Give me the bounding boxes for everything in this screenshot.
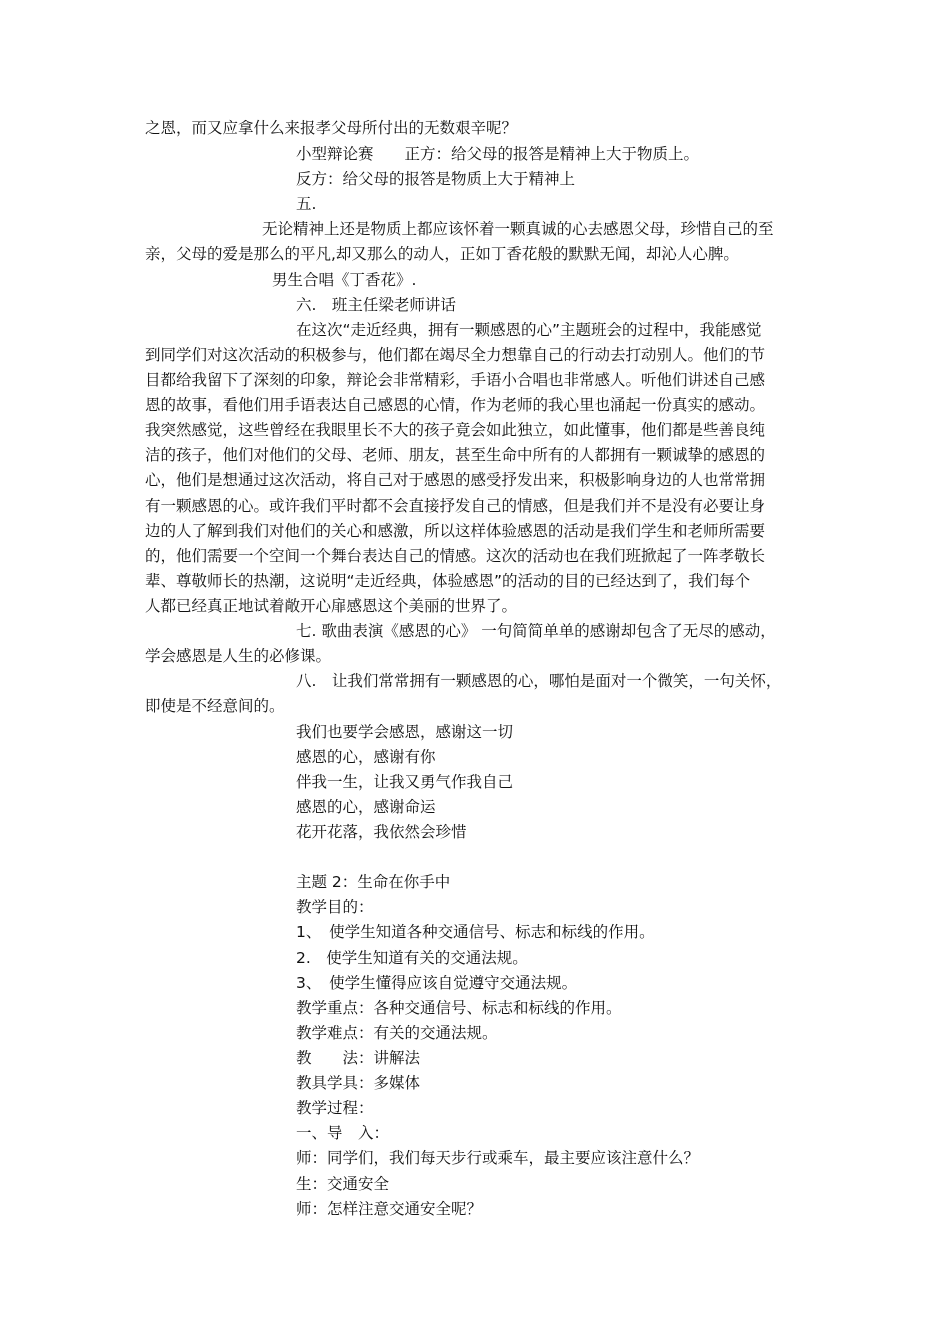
debate-line: 反方：给父母的报答是物质上大于精神上 [296,170,576,188]
text-line: 学会感恩是人生的必修课。 [145,647,332,665]
lyric-line: 感恩的心，感谢有你 [296,748,436,766]
text-line: 之恩，而又应拿什么来报孝父母所付出的无数艰辛呢？ [145,119,518,137]
text-line: 亲，父母的爱是那么的平凡,却又那么的动人，正如丁香花般的默默无闻，却沁人心脾。 [145,245,739,263]
lyric-line: 感恩的心，感谢命运 [296,798,436,816]
section-heading: 五. [296,195,317,213]
section-heading: 六. 班主任梁老师讲话 [296,296,456,314]
text-line: 即使是不经意间的。 [145,697,285,715]
text-line: 教学目的： [296,898,374,916]
text-line: 教 法：讲解法 [296,1049,421,1067]
paragraph-line: 洁的孩子，他们对他们的父母、老师、朋友，甚至生命中所有的人都拥有一颗诚挚的感恩的 [145,446,766,464]
lyric-line: 花开花落，我依然会珍惜 [296,823,467,841]
section-heading: 七. 歌曲表演《感恩的心》 一句简简单单的感谢却包含了无尽的感动， [296,622,776,640]
paragraph-line: 边的人了解到我们对他们的关心和感激，所以这样体验感恩的活动是我们学生和老师所需要 [145,522,766,540]
text-line: 男生合唱《丁香花》. [272,271,417,289]
dialogue-line: 师：怎样注意交通安全呢？ [296,1200,483,1218]
dialogue-line: 师：同学们，我们每天步行或乘车，最主要应该注意什么？ [296,1149,700,1167]
paragraph-line: 到同学们对这次活动的积极参与，他们都在竭尽全力想靠自己的行动去打动别人。他们的节 [145,346,766,364]
text-line: 无论精神上还是物质上都应该怀着一颗真诚的心去感恩父母，珍惜自己的至 [262,220,774,238]
lyric-line: 伴我一生，让我又勇气作我自己 [296,773,514,791]
text-line: 教学难点：有关的交通法规。 [296,1024,498,1042]
list-item: 3、 使学生懂得应该自觉遵守交通法规。 [296,974,578,992]
paragraph-line: 心，他们是想通过这次活动，将自己对于感恩的感受抒发出来，积极影响身边的人也常常拥 [145,471,766,489]
lyric-line: 我们也要学会感恩，感谢这一切 [296,723,514,741]
paragraph-line: 有一颗感恩的心。或许我们平时都不会直接抒发自己的情感，但是我们并不是没有必要让身 [145,497,766,515]
text-line: 教学过程： [296,1099,374,1117]
paragraph-line: 恩的故事，看他们用手语表达自己感恩的心情，作为老师的我心里也涌起一份真实的感动。 [145,396,766,414]
paragraph-line: 人都已经真正地试着敞开心扉感恩这个美丽的世界了。 [145,597,518,615]
text-line: 教学重点：各种交通信号、标志和标线的作用。 [296,999,622,1017]
section-heading: 八. 让我们常常拥有一颗感恩的心，哪怕是面对一个微笑，一句关怀， [296,672,782,690]
debate-line: 小型辩论赛 正方：给父母的报答是精神上大于物质上。 [296,145,700,163]
list-item: 1、 使学生知道各种交通信号、标志和标线的作用。 [296,923,655,941]
paragraph-line: 我突然感觉，这些曾经在我眼里长不大的孩子竟会如此独立，如此懂事，他们都是些善良纯 [145,421,766,439]
dialogue-line: 生：交通安全 [296,1175,390,1193]
paragraph-line: 的，他们需要一个空间一个舞台表达自己的情感。这次的活动也在我们班掀起了一阵孝敬长 [145,547,766,565]
text-line: 教具学具：多媒体 [296,1074,421,1092]
paragraph-line: 目都给我留下了深刻的印象，辩论会非常精彩，手语小合唱也非常感人。听他们讲述自己感 [145,371,766,389]
list-item: 2. 使学生知道有关的交通法规。 [296,949,528,967]
text-line: 一、导 入： [296,1124,390,1142]
topic-title: 主题 2：生命在你手中 [296,873,451,891]
paragraph-line: 辈、尊敬师长的热潮，这说明“走近经典，体验感恩”的活动的目的已经达到了，我们每个 [145,572,751,590]
paragraph-line: 在这次“走近经典，拥有一颗感恩的心”主题班会的过程中，我能感觉 [296,321,762,339]
